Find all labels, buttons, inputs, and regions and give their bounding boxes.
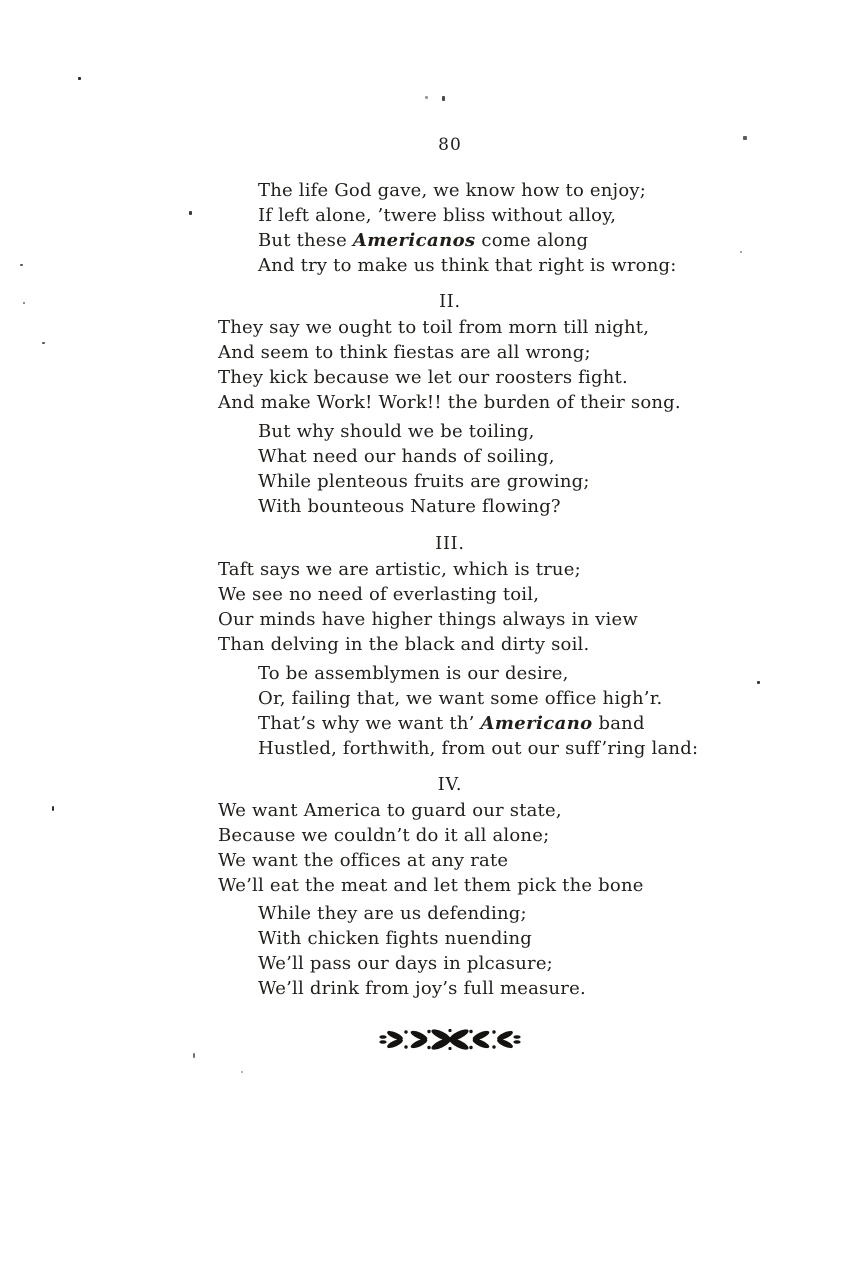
stanza-4 [218,798,682,1001]
poem-line: Taft says we are artistic, which is true; [218,559,581,580]
line-text: band [592,713,645,734]
poem-line: But why should we be toiling, [258,421,535,442]
poem-line: And seem to think fiestas are all wrong; [218,342,591,363]
indented-line-group [218,901,682,1001]
poem-line: We want the offices at any rate [218,850,509,871]
poem-line: They kick because we let our roosters fight. [218,367,628,388]
scan-speck [193,1053,195,1058]
scan-speck [52,806,54,811]
poem-line: We want America to guard our state, [218,800,562,821]
poem-line: Our minds have higher things always in view [218,609,638,630]
scan-speck [743,136,747,140]
poem-line: To be assemblymen is our desire, [258,663,569,684]
stanza-2 [218,315,682,519]
poem-line: Because we couldn’t do it all alone; [218,825,550,846]
poem-line: Or, failing that, we want some office high’r. [258,688,663,709]
indented-line-group [218,419,682,519]
poem-line: Hustled, forthwith, from out our suff’ring land: [258,738,699,759]
poem-line: And try to make us think that right is wrong: [258,255,677,276]
scan-speck [740,251,742,253]
fleuron-leaf-divider-icon [218,1028,682,1051]
scan-speck [42,342,45,344]
poem-line: They say we ought to toil from morn till night, [218,317,650,338]
poem-line: While plenteous fruits are growing; [258,471,590,492]
italic-word-americanos: Americanos [352,230,476,251]
stanza-3 [218,557,699,761]
poem-line: While they are us defending; [258,903,527,924]
poem-line: The life God gave, we know how to enjoy; [258,180,646,201]
scan-speck [442,96,445,101]
poem-line [218,711,682,736]
poem-line: If left alone, ’twere bliss without alloy, [258,205,617,226]
scan-speck [20,264,23,266]
italic-word-americano: Americano [480,713,593,734]
scan-speck [425,96,428,99]
poem-line [218,228,682,253]
stanza-heading-iii: III. [435,534,465,554]
scan-speck [757,681,760,684]
line-text: That’s why we want th’ [258,713,481,734]
poem-line: What need our hands of soiling, [258,446,555,467]
poem-line: We see no need of everlasting toil, [218,584,540,605]
page-number: 80 [438,135,462,155]
stanza-heading-ii: II. [439,292,461,312]
poem-column [218,135,699,1051]
scan-speck [241,1071,243,1073]
stanza-heading-iv: IV. [437,775,463,795]
scan-speck [23,302,25,304]
scan-speck [78,77,81,80]
poem-line: With chicken fights nuending [258,928,533,949]
poem-line: Than delving in the black and dirty soil. [218,634,590,655]
scan-speck [189,211,192,215]
poem-line: With bounteous Nature flowing? [258,496,561,517]
line-text: But these [258,230,353,251]
indented-line-group [218,661,699,761]
poem-line: We’ll eat the meat and let them pick the bone [218,875,644,896]
poem-line: We’ll drink from joy’s full measure. [258,978,586,999]
stanza-1 [218,178,682,278]
poem-line: We’ll pass our days in plcasure; [258,953,553,974]
poem-line: And make Work! Work!! the burden of their song. [218,392,681,413]
line-text: come along [475,230,589,251]
